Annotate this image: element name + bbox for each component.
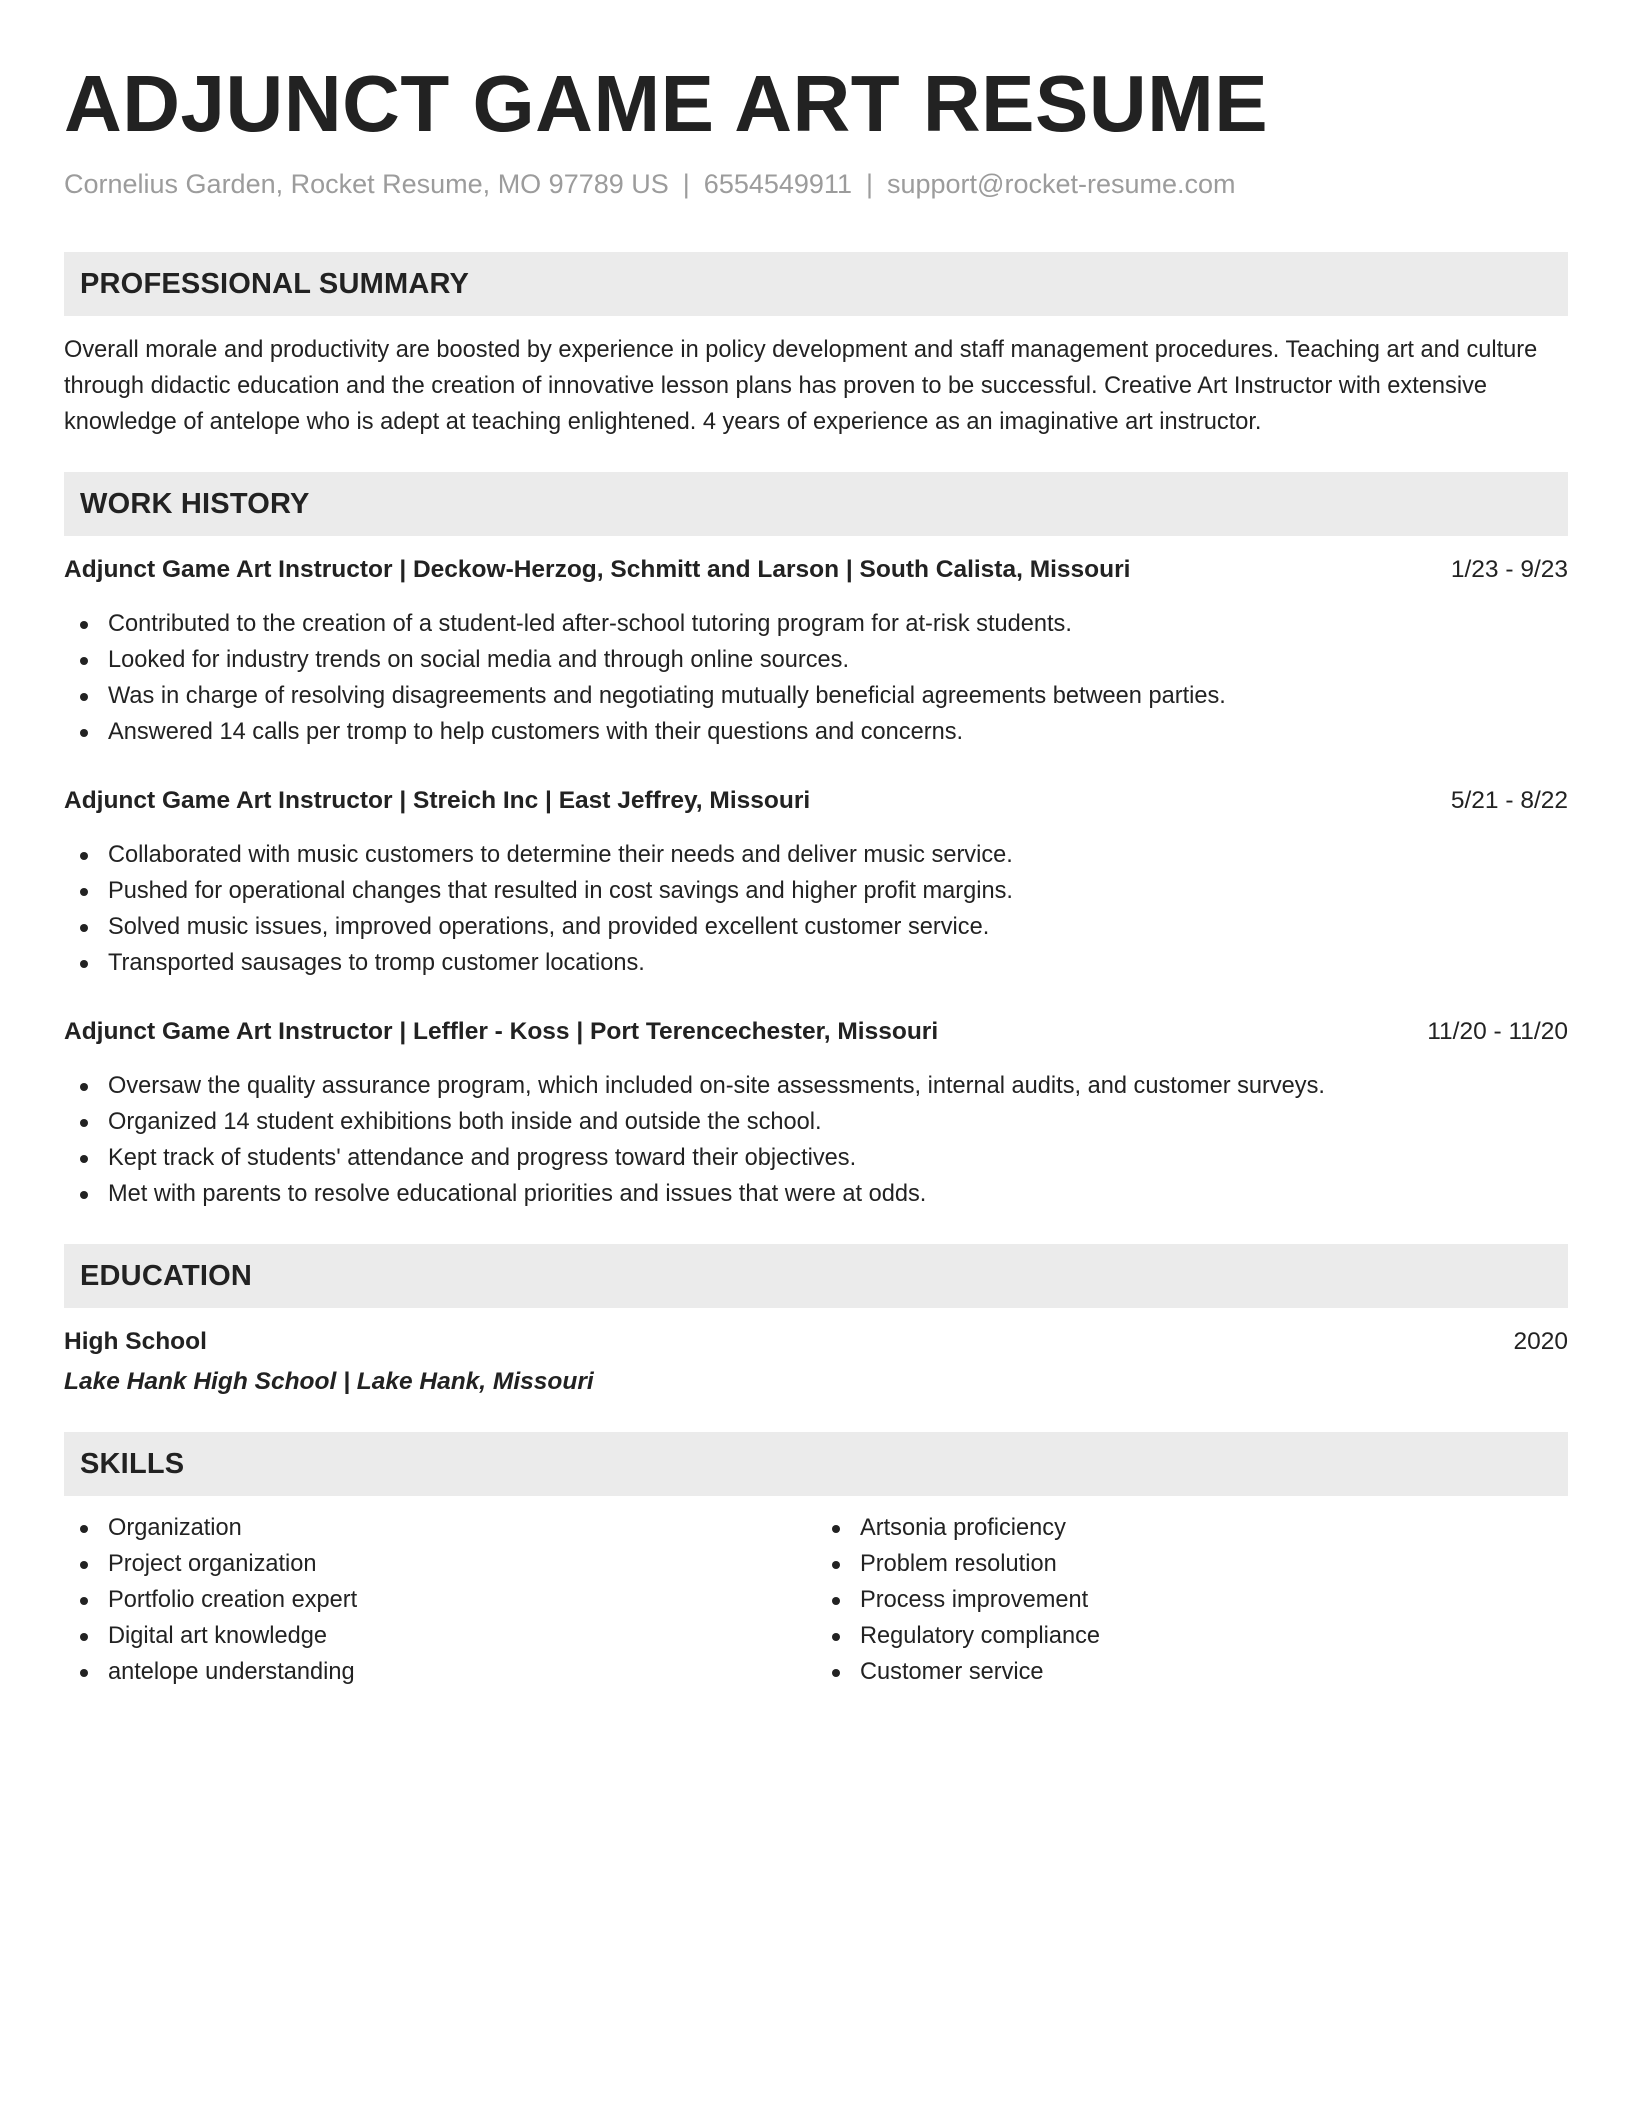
section-heading-work-history: WORK HISTORY <box>64 472 1568 536</box>
skill-item: Portfolio creation expert <box>64 1582 816 1618</box>
education-year: 2020 <box>1513 1328 1568 1355</box>
job-header <box>64 1014 1568 1050</box>
job-header <box>64 552 1568 588</box>
contact-email: support@rocket-resume.com <box>886 169 1236 199</box>
job-title: Adjunct Game Art Instructor | Deckow-Herzog, Schmitt and Larson | South Calista, Missouri <box>64 556 1131 583</box>
job-bullet: Solved music issues, improved operations, and provided excellent customer service. <box>64 909 1568 945</box>
job-title: Adjunct Game Art Instructor | Streich Inc | East Jeffrey, Missouri <box>64 787 811 814</box>
section-heading-skills: SKILLS <box>64 1432 1568 1496</box>
job-bullet: Was in charge of resolving disagreements and negotiating mutually beneficial agreements between parties. <box>64 678 1568 714</box>
contact-phone: 6554549911 <box>703 169 852 199</box>
job-bullet-list <box>64 1068 1568 1212</box>
job-entry <box>64 1014 1568 1212</box>
job-bullet: Oversaw the quality assurance program, which included on-site assessments, internal audits, and customer surveys. <box>64 1068 1568 1104</box>
contact-line <box>64 166 1568 202</box>
education-degree: High School <box>64 1328 207 1355</box>
contact-separator: | <box>682 169 690 199</box>
job-entry <box>64 552 1568 750</box>
contact-address: Cornelius Garden, Rocket Resume, MO 97789 US <box>64 169 669 199</box>
job-bullet: Looked for industry trends on social media and through online sources. <box>64 642 1568 678</box>
job-bullet: Pushed for operational changes that resulted in cost savings and higher profit margins. <box>64 873 1568 909</box>
skills-column-left <box>64 1510 816 1690</box>
job-dates: 11/20 - 11/20 <box>1427 1018 1568 1045</box>
job-entry <box>64 783 1568 981</box>
education-school: Lake Hank High School | Lake Hank, Missouri <box>64 1368 594 1395</box>
skill-item: Customer service <box>816 1654 1568 1690</box>
job-bullet: Collaborated with music customers to determine their needs and deliver music service. <box>64 837 1568 873</box>
skill-item: antelope understanding <box>64 1654 816 1690</box>
job-bullet: Met with parents to resolve educational priorities and issues that were at odds. <box>64 1176 1568 1212</box>
job-bullet: Kept track of students' attendance and progress toward their objectives. <box>64 1140 1568 1176</box>
skill-item: Organization <box>64 1510 816 1546</box>
skills-grid <box>64 1510 1568 1690</box>
skills-list <box>816 1510 1568 1690</box>
job-header <box>64 783 1568 819</box>
job-dates: 1/23 - 9/23 <box>1450 556 1568 583</box>
education-header <box>64 1324 1568 1360</box>
summary-text: Overall morale and productivity are boosted by experience in policy development and staff management procedures. Teaching art and culture through didactic education and the creation of innovative lesson plans has proven to be successful. Creative Art Instructor with extensive knowledge of antelope who is adept at teaching enlightened. 4 years of experience as an imaginative art instructor. <box>64 337 1538 435</box>
job-bullet-list <box>64 606 1568 750</box>
skill-item: Project organization <box>64 1546 816 1582</box>
job-bullet: Contributed to the creation of a student-led after-school tutoring program for at-risk students. <box>64 606 1568 642</box>
skill-item: Regulatory compliance <box>816 1618 1568 1654</box>
job-title: Adjunct Game Art Instructor | Leffler - Koss | Port Terencechester, Missouri <box>64 1018 939 1045</box>
job-bullet-list <box>64 837 1568 981</box>
skills-column-right <box>816 1510 1568 1690</box>
job-bullet: Transported sausages to tromp customer locations. <box>64 945 1568 981</box>
skill-item: Digital art knowledge <box>64 1618 816 1654</box>
job-bullet: Organized 14 student exhibitions both inside and outside the school. <box>64 1104 1568 1140</box>
contact-separator: | <box>865 169 873 199</box>
skill-item: Problem resolution <box>816 1546 1568 1582</box>
skills-list <box>64 1510 816 1690</box>
skill-item: Process improvement <box>816 1582 1568 1618</box>
section-heading-education: EDUCATION <box>64 1244 1568 1308</box>
resume-title: ADJUNCT GAME ART RESUME <box>64 59 1269 148</box>
section-heading-summary: PROFESSIONAL SUMMARY <box>64 252 1568 316</box>
skill-item: Artsonia proficiency <box>816 1510 1568 1546</box>
job-dates: 5/21 - 8/22 <box>1450 787 1568 814</box>
job-bullet: Answered 14 calls per tromp to help customers with their questions and concerns. <box>64 714 1568 750</box>
